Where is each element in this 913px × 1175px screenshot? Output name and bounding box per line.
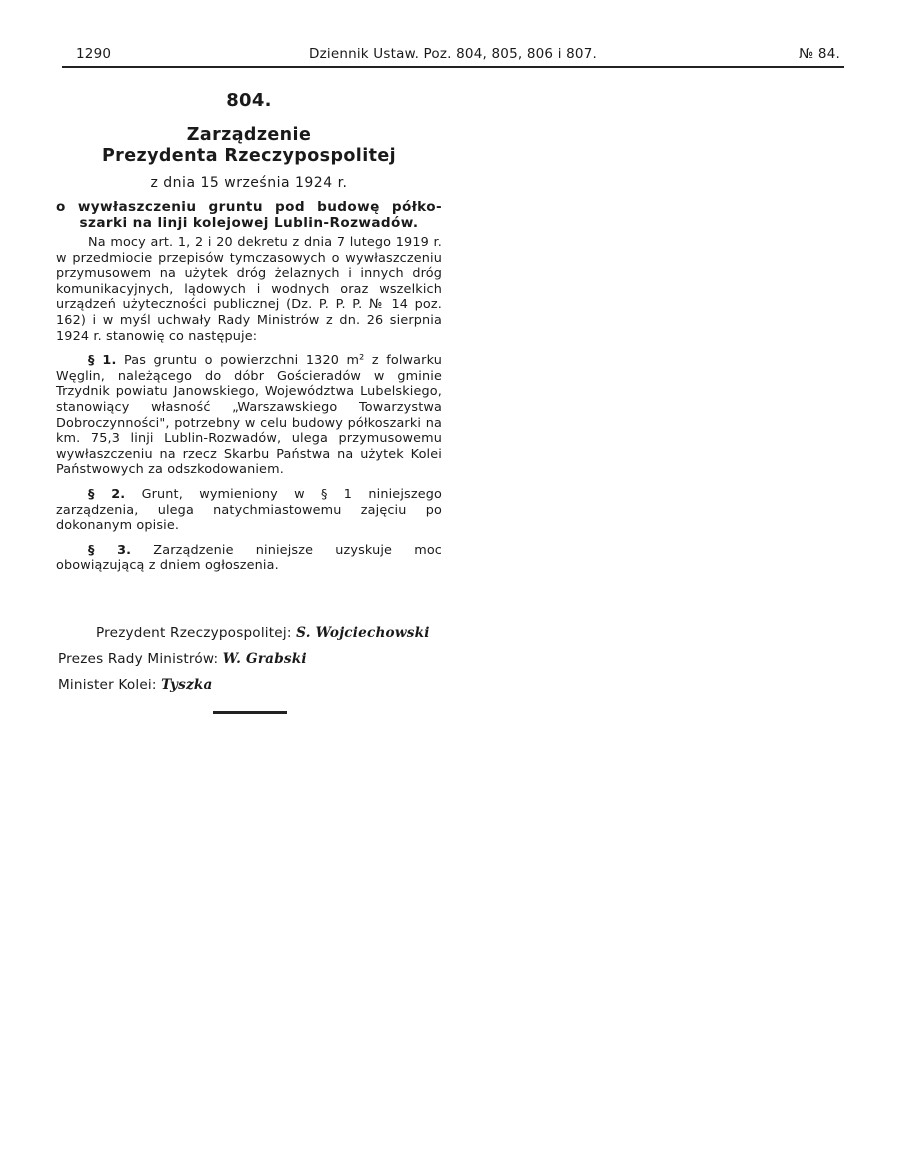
decree-subject <box>56 199 442 231</box>
subject-line-1: o wywłaszczeniu gruntu pod budowę półko- <box>56 199 442 215</box>
section-text: Zarządzenie niniejsze uzyskuje moc obowiązującą z dniem ogłoszenia. <box>56 542 442 574</box>
signature-president <box>96 625 430 641</box>
signature-role: Prezydent Rzeczypospolitej: <box>96 625 292 641</box>
section-1 <box>56 353 442 478</box>
heading-line-2: Prezydenta Rzeczypospolitej <box>101 146 397 166</box>
signature-prime-minister <box>58 651 307 667</box>
closing-rule <box>213 711 287 714</box>
decree-date: z dnia 15 września 1924 r. <box>150 175 348 191</box>
page-number: 1290 <box>76 46 112 62</box>
section-label: § 3. <box>88 542 132 558</box>
section-label: § 2. <box>88 486 126 502</box>
section-2 <box>56 487 442 534</box>
signature-name: S. Wojciechowski <box>296 625 430 641</box>
decree-column <box>56 90 442 574</box>
section-label: § 1. <box>88 353 117 369</box>
signature-name: W. Grabski <box>222 651 307 667</box>
signature-name: Tyszka <box>161 677 213 693</box>
section-3 <box>56 543 442 574</box>
signature-rail-minister <box>58 677 213 693</box>
issue-number: № 84. <box>799 46 840 62</box>
decree-number: 804. <box>226 90 272 111</box>
decree-heading <box>56 125 442 167</box>
signature-role: Minister Kolei: <box>58 677 157 693</box>
subject-line-2: szarki na linji kolejowej Lublin-Rozwadów. <box>79 215 419 231</box>
section-text: Grunt, wymieniony w § 1 niniejszego zarządzenia, ulega natychmiastowemu zajęciu po dokonanym opisie. <box>56 486 442 534</box>
section-text: Pas gruntu o powierzchni 1320 m² z folwarku Węglin, należącego do dóbr Gościeradów w gminie Trzydnik powiatu Janowskiego, Województwa Lubelskiego, stanowiący własność „Warszawskiego Towarzystwa Dobroczynności", potrzebny w celu budowy półkoszarki na km. 75,3 linji Lublin-Rozwadów, ulega przymusowemu wywłaszczeniu na rzecz Skarbu Państwa na użytek Kolei Państwowych za odszkodowaniem. <box>56 353 442 478</box>
signature-role: Prezes Rady Ministrów: <box>58 651 219 667</box>
journal-title: Dziennik Ustaw. Poz. 804, 805, 806 i 807. <box>308 46 598 62</box>
header-rule <box>62 66 844 68</box>
preamble-paragraph: Na mocy art. 1, 2 i 20 dekretu z dnia 7 lutego 1919 r. w przedmiocie przepisów tymczasowych o wywłaszczeniu przymusowem na użytek dróg żelaznych i innych dróg komunikacyjnych, lądowych i wodnych oraz wszelkich urządzeń użyteczności publicznej (Dz. P. P. P. № 14 poz. 162) i w myśl uchwały Rady Ministrów z dn. 26 sierpnia 1924 r. stanowię co następuje: <box>56 235 442 344</box>
running-header <box>62 46 844 68</box>
heading-line-1: Zarządzenie <box>186 125 312 145</box>
